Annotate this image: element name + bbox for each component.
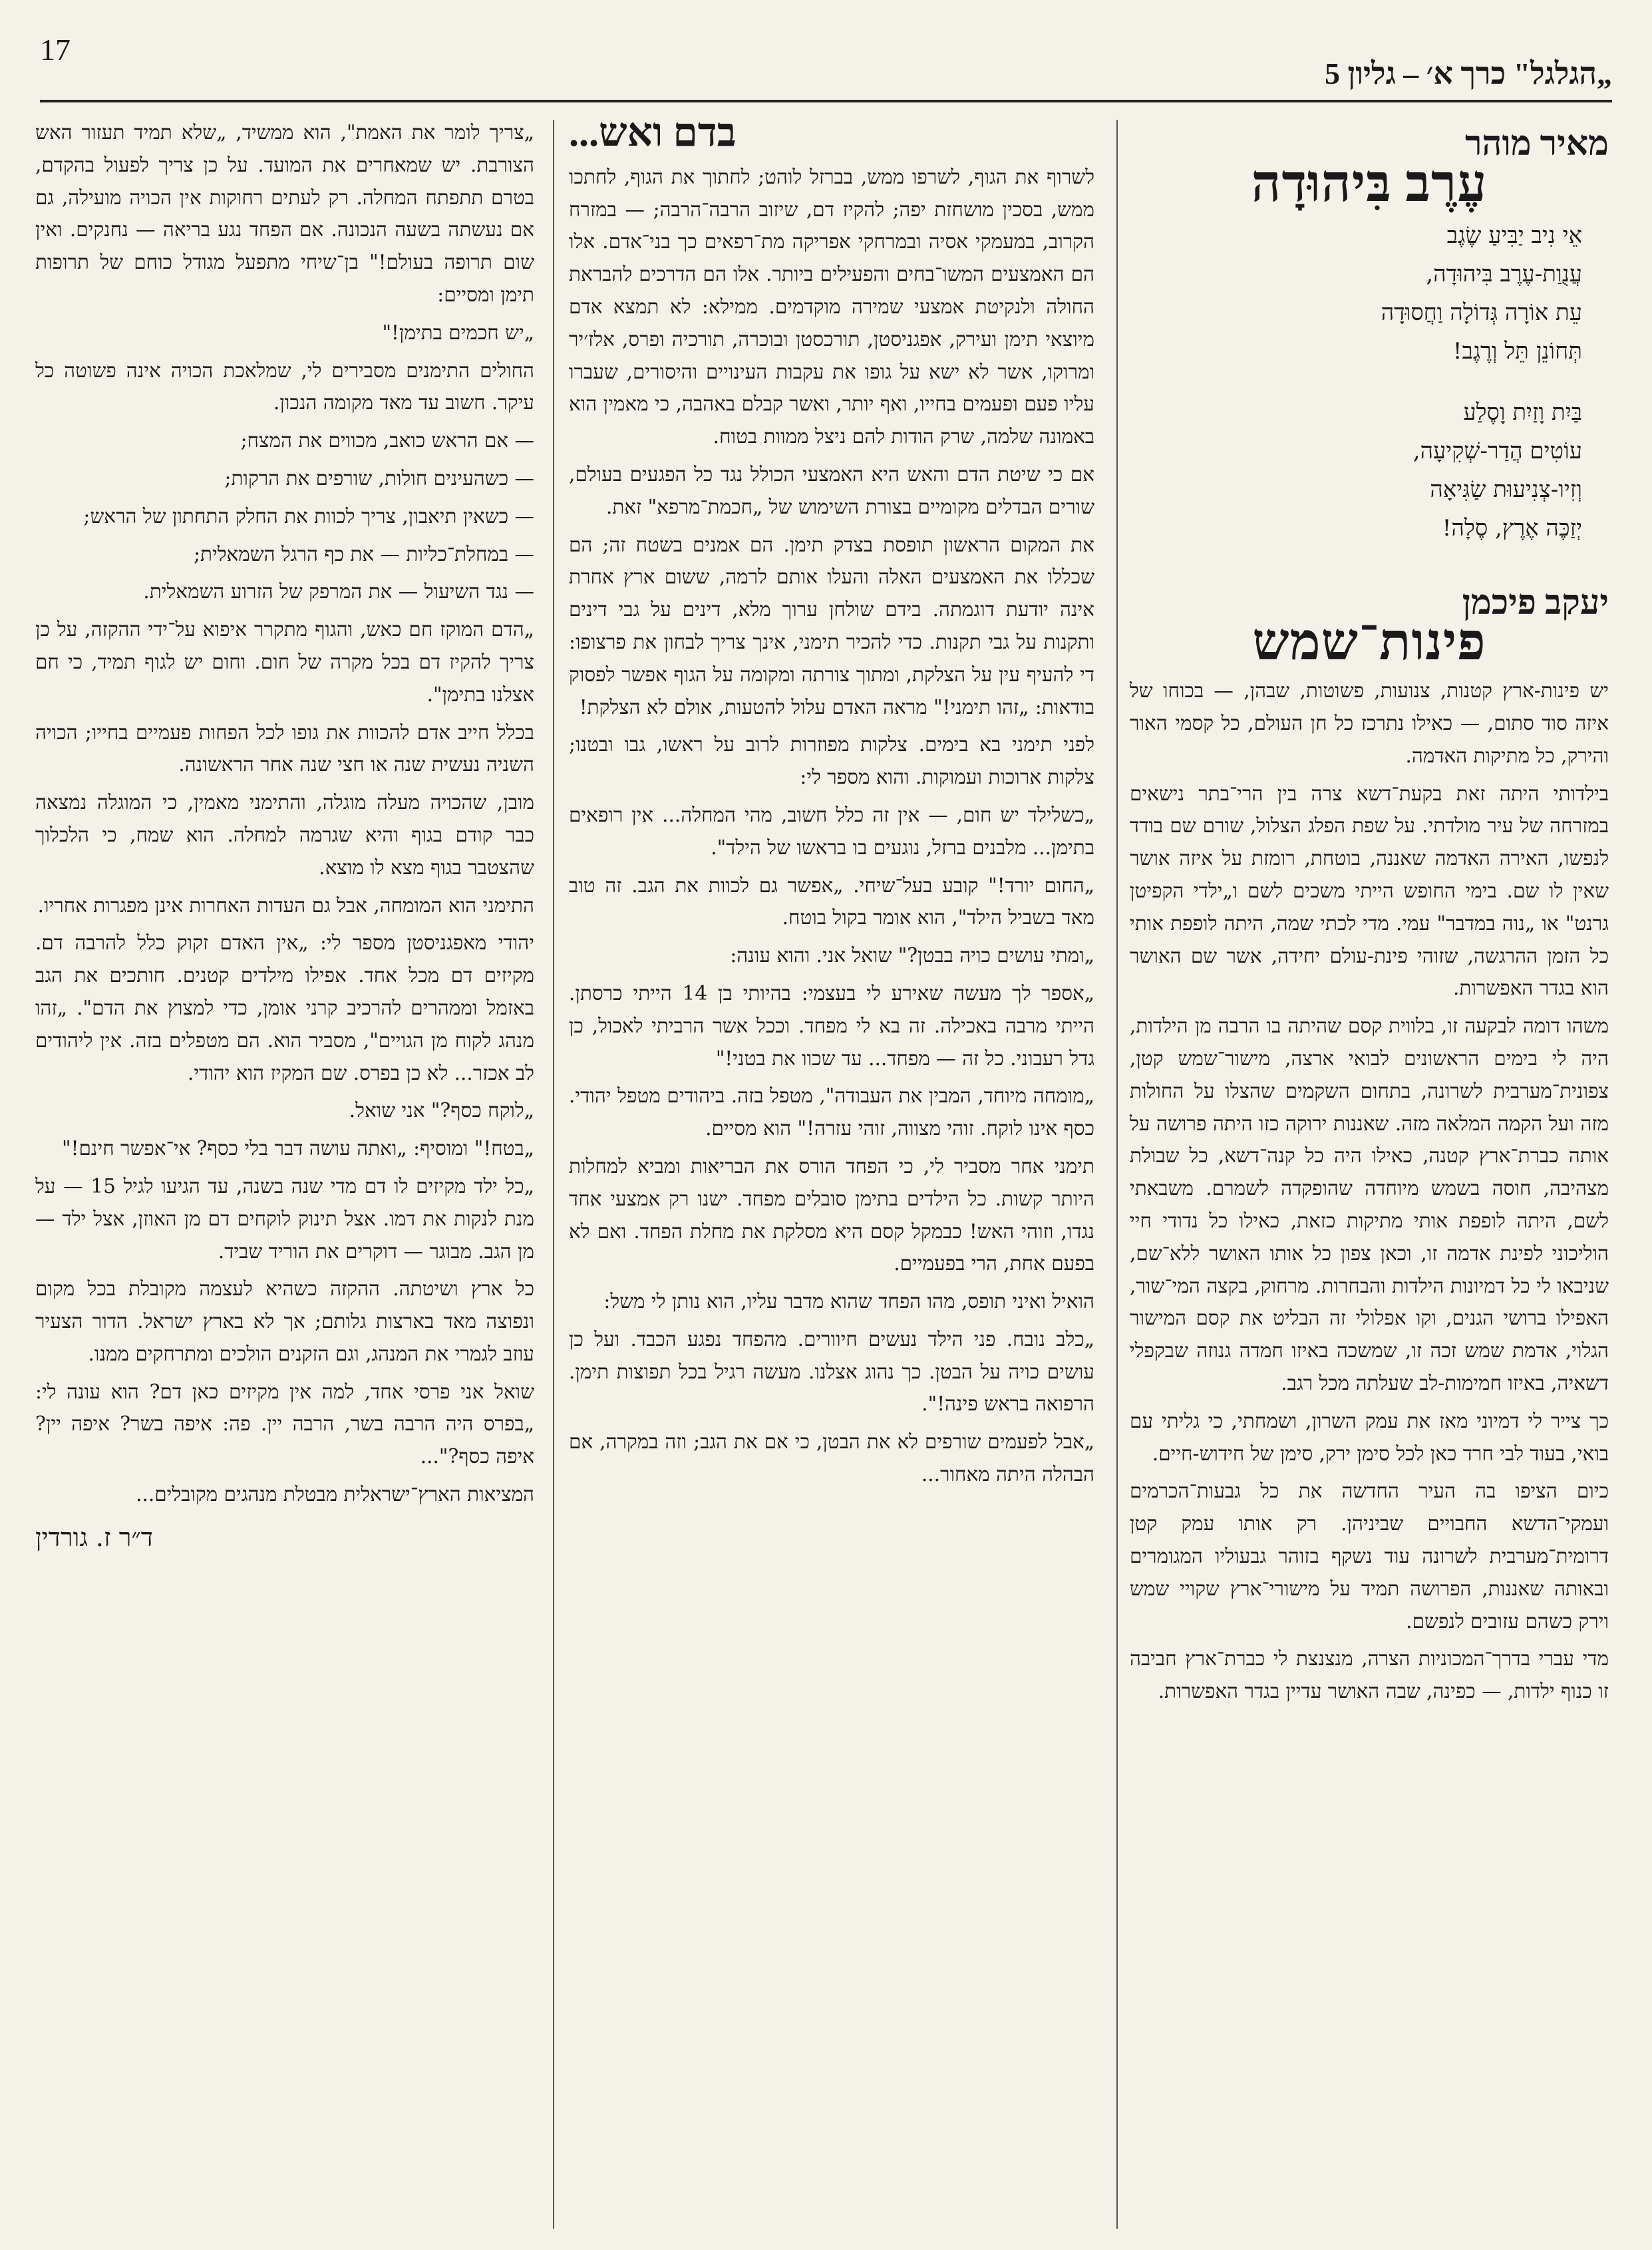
article-paragraph: בכלל חייב אדם להכוות את גופו לכל הפחות פעמיים בחייו; הכויה השניה נעשית שנה או חצי שנה אחר הראשונה. bbox=[35, 721, 534, 776]
article-paragraph: לשרוף את הגוף, לשרפו ממש, בברזל לוהט; לחתוך את הגוף, לחתכו ממש, בסכין מושחזת יפה; להקיז דם, שיזוב הרבה־הרבה; — במזרח הקרוב, במעמקי אסיה ובמרחקי אפריקה מת־רפאים כך בני־אדם. אלו הם האמצעים המשו־בחים והפעילים ביותר. אלו הם הדרכים להבראת החולה ולנקיטת אמצעי שמירה מוקדמים. ממילא: לא תמצא אדם מיוצאי תימן ועירק, אפגניסטן, תורכסטן ובוכרה, תורכיה ופרס, אלז׳יר ומרוקו, אשר לא ישא על גופו את עקבות העינויים והיסורים, שעברו עליו פעם ופעמים בחייו, ואף יותר, ואשר קבלם באהבה, כי מאמין הוא באמונה שלמה, שרק הודות להם ניצל ממוות בטוח. bbox=[569, 165, 1094, 448]
essay-paragraph: בילדותי היתה זאת בקעת־דשא צרה בין הרי־בתר נישאים במזרחה של עיר מולדתי. על שפת הפלג הצלול, שורם שם בודד לנפשו, האירה האדמה שאננה, בוטחת, רומזת על איזה אושר שאין לו שם. בימי החופש הייתי משכים לשם ו„ילדי הקפיטן גרנט" או „נוה במדבר" עמי. מדי לכתי שמה, היתה לופפת אותי כל הזמן ההרגשה, שזוהי פינת-עולם יחידה, אשר שם האושר הוא בגדר האפשרות. bbox=[1130, 782, 1609, 1000]
poem-line: יְזַכֶּה אֶרֶץ, סֶלָה! bbox=[1442, 514, 1582, 542]
article-paragraph: „לוקח כסף?" אני שואל. bbox=[349, 1099, 534, 1122]
article-paragraph: — אם הראש כואב, מכווים את המצח; bbox=[240, 429, 534, 452]
poem-title: עֶרֶב בִּיהוּדָה bbox=[1251, 154, 1488, 212]
right-column bbox=[1130, 116, 1609, 1713]
stanza-break bbox=[1130, 371, 1609, 393]
poem-line: וְזִיו-צְנִיעוּת שַׂגִּיאָה bbox=[1430, 476, 1582, 503]
article-paragraph: — כשהעינים חולות, שורפים את הרקות; bbox=[224, 466, 534, 490]
poem-line: עֲנֻוַת-עֶרֶב בִּיהוּדָה, bbox=[1426, 260, 1582, 287]
poem-line: בַּיִת וָזַיִת וָסֶלַע bbox=[1463, 399, 1582, 426]
essay-paragraph: יש פינות-ארץ קטנות, צנועות, פשוטות, שבהן, — בכוחו של איזה סוד סתום, — כאילו נתרכז כל חן העולם, כל קסמי האור והירק, כל מתיקות האדמה. bbox=[1130, 679, 1609, 767]
article-paragraph: „יש חכמים בתימן!" bbox=[382, 321, 534, 344]
middle-column bbox=[569, 110, 1094, 1496]
article-paragraph: — במחלת־כליות — את כף הרגל השמאלית; bbox=[194, 542, 534, 565]
page-number: 17 bbox=[40, 33, 71, 67]
article-paragraph: „החום יורד!" קובע בעל־שיחי. „אפשר גם לכוות את הגב. זה טוב מאד בשביל הילד", הוא אומר בקול בוטח. bbox=[569, 874, 1094, 929]
essay-author: יעקב פיכמן bbox=[1462, 583, 1609, 622]
article-paragraph: „בטח!" ומוסיף: „ואתה עושה דבר בלי כסף? אי־אפשר חינם!" bbox=[62, 1137, 534, 1160]
column-rule bbox=[553, 120, 554, 2229]
article-paragraph: אם כי שיטת הדם והאש היא האמצעי הכולל נגד כל הפגעים בעולם, שורים הבדלים מקומיים בצורת השימוש של „חכמת־מרפא" זאת. bbox=[569, 462, 1094, 518]
article-paragraph: מובן, שהכויה מעלה מוגלה, והתימני מאמין, כי המוגלה נמצאה כבר קודם בגוף והיא שגרמה למחלה. הוא שמח, כי הלכלוך שהצטבר בגוף מצא לו מוצא. bbox=[35, 791, 534, 879]
article-paragraph: „ומתי עושים כויה בבטן?" שואל אני. והוא עונה: bbox=[730, 944, 1094, 967]
article-paragraph: „כלב נובח. פני הילד נעשים חיוורים. מהפחד נפגע הכבד. ועל כן עושים כויה על הבטן. כך נהוג אצלנו. מעשה רגיל בכל תפוצות תימן. הרפואה בראש פינה!". bbox=[569, 1327, 1094, 1416]
article-paragraph: — נגד השיעול — את המרפק של הזרוע השמאלית. bbox=[143, 580, 534, 603]
article-paragraph: „כשלילד יש חום, — אין זה כלל חשוב, מהי המחלה... אין רופאים בתימן... מלבנים ברזל, נוגעים בו בראשו של הילד". bbox=[569, 803, 1094, 859]
running-header bbox=[40, 27, 1612, 102]
essay-paragraph: כך צייר לי דמיוני מאז את עמק השרון, ושמחתי, כי גליתי עם בואי, בעוד לבי חרד כאן לכל סימן ירק, סימן של חידוש-חיים. bbox=[1130, 1409, 1609, 1465]
article-signature: ד״ר ז. גורדין bbox=[35, 1522, 154, 1552]
essay-paragraph: משהו דומה לבקעה זו, בלווית קסם שהיתה בו הרבה מן הילדות, היה לי בימים הראשונים לבואי ארצה, מישור־שמש קטן, צפונית־מערבית לשרונה, בתחום השקמים שהצלו על החולות מזה ועל הקמה המלאה מזה. שאננות ירוקה כזו היתה פרושה על אותה כברת־ארץ קטנה, כאילו היה כל קנה־דשא, כל שבולת מצהיבה, חוסה בשמש מיוחדה שהופקדה לשמרם. משבאתי לשם, היתה לופפת אותי מתיקות כזאת, כאילו כל נדודי חיי הוליכוני לפינת אדמה זו, וכאן צפון כל אותו האושר ללא־שם, שניבאו לי כל דמיונות הילדות והבחרות. מרחוק, בקצה המי־שור, האפילו ברושי הגנים, וקו אפלולי זה הבליט את קסם המישור הגלוי, אדמת שמש זכה זו, שמשכה באיזו חמדה גנוזה שבקפלי דשאיה, באיזו חמימות-לב שעלתה מכל רגב. bbox=[1130, 1015, 1609, 1394]
article-paragraph: „צריך לומר את האמת", הוא ממשיד, „שלא תמיד תעזור האש הצורבת. יש שמאחרים את המועד. על כן צריך לפעול בהקדם, בטרם תתפתח המחלה. רק לעתים רחוקות אין הכויה מועילה, גם אם נעשתה בשעה הנכונה. אם הפחד נגע בריאה — נחנקים. ואין שום תרופה בעולם!" בן־שיחי מתפעל מגודל כוחם של תרופות תימן ומסיים: bbox=[35, 121, 534, 306]
article-paragraph: „אבל לפעמים שורפים לא את הבטן, כי אם את הגב; וזה במקרה, אם הבהלה היתה מאחור... bbox=[569, 1430, 1094, 1486]
article-paragraph: „הדם המוקז חם כאש, והגוף מתקרר איפוא על־ידי ההקזה, על כן צריך להקיז דם בכל מקרה של חום. וחום יש לגוף תמיד, כי חם אצלנו בתימן". bbox=[35, 618, 534, 706]
essay-paragraph: כיום הציפו בה העיר החדשה את כל גבעות־הכרמים ועמקי־הדשא החבויים שביניהן. רק אותו עמק קטן דרומית־מערבית לשרונה עוד נשקף בזוהר גבעוליו המגומרים ובאותה שאננות, הפרושה תמיד על מישורי־ארץ שקויי שמש וירק כשהם עזובים לנפשם. bbox=[1130, 1480, 1609, 1633]
article-paragraph: הואיל ואיני תופס, מהו הפחד שהוא מדבר עליו, הוא נותן לי משל: bbox=[603, 1290, 1094, 1313]
article-paragraph: התימני הוא המומחה, אבל גם העדות האחרות אינן מפגרות אחריו. bbox=[37, 893, 534, 917]
article-paragraph: כל ארץ ושיטתה. ההקזה כשהיא לעצמה מקובלת בכל מקום ונפוצה מאד בארצות גלותם; אך לא בארץ ישראל. הדור הצעיר עוזב לגמרי את המנהג, וגם הזקנים הולכים ומתרחקים ממנו. bbox=[35, 1277, 534, 1365]
article-paragraph: שואל אני פרסי אחד, למה אין מקיזים כאן דם? הוא עונה לי: „בפרס היה הרבה בשר, הרבה יין. פה: איפה בשר? איפה יין? איפה כסף?"... bbox=[35, 1380, 534, 1468]
article-paragraph: החולים התימנים מסבירים לי, שמלאכת הכויה אינה פשוטה כל עיקר. חשוב עד מאד מקומה הנכון. bbox=[35, 359, 534, 414]
poem-line: עֵת אוֹרָה גְּדוֹלָה וַחֲסוּדָה bbox=[1381, 299, 1582, 326]
issue-title: „הגלגל" כרך א׳ – גליון 5 bbox=[1325, 57, 1612, 90]
article-paragraph: תימני אחר מסביר לי, כי הפחד הורס את הבריאות ומביא למחלות היותר קשות. כל הילדים בתימן סובלים מפחד. ישנו רק אמצעי אחד נגדו, וזוהי האש! כבמקל קסם היא מסלקת את מחלת הפחד. ואם לא בפעם אחת, הרי בפעמיים. bbox=[569, 1154, 1094, 1275]
essay-paragraph: מדי עברי בדרך־המכוניות הצרה, מנצנצת לי כברת־ארץ חביבה זו כנוף ילדות, — כפינה, שבה האושר עדיין בגדר האפשרות. bbox=[1130, 1647, 1609, 1703]
article-paragraph: יהודי מאפגניסטן מספר לי: „אין האדם זקוק כלל להרבה דם. מקיזים דם מכל אחד. אפילו מילדים קטנים. חותכים את הגב באזמל וממהרים להרכיב קרני אומן, כדי למצוץ את הדם". „זהו מנהג לקוח מן הגויים", מסביר הוא. הם מטפלים בזה. אין ליהודים לב אכזר... לא כן בפרס. שם המקיז הוא יהודי. bbox=[35, 931, 534, 1084]
poem-line: עוֹטִים הֲדַר-שְׁקִיעָה, bbox=[1412, 437, 1582, 464]
poem-body bbox=[1130, 216, 1609, 548]
article-paragraph: „מומחה מיוחד, המבין את העבודה", מטפל בזה. ביהודים מטפל יהודי. כסף אינו לוקח. זוהי מצווה, זוהי עזרה!" הוא מסיים. bbox=[569, 1084, 1094, 1140]
column-rule bbox=[1116, 120, 1118, 2229]
article-paragraph: המציאות הארץ־ישראלית מבטלת מנהגים מקובלים... bbox=[136, 1483, 534, 1506]
article-paragraph: „כל ילד מקיזים לו דם מדי שנה בשנה, עד הגיעו לגיל 15 — על מנת לנקות את דמו. אצל תינוק לוקחים דם מן האוזן, אצל ילד — מן הגב. מבוגר — דוקרים את הוריד שביד. bbox=[35, 1174, 535, 1263]
poem-author: מאיר מוהר bbox=[1465, 125, 1609, 163]
poem-line: תְּחוֹנֵן תֵּל וְרֶגֶב! bbox=[1452, 337, 1582, 365]
article-title: בדם ואש... bbox=[569, 110, 737, 154]
article-paragraph: לפני תימני בא בימים. צלקות מפוזרות לרוב על ראשו, גבו ובטנו; צלקות ארוכות ועמוקות. והוא מספר לי: bbox=[569, 733, 1094, 789]
article-paragraph: „אספר לך מעשה שאירע לי בעצמי: בהיותי בן 14 הייתי כרסתן. הייתי מרבה באכילה. זה בא לי מפחד. וככל אשר הרביתי לאכול, כן גדל רעבוני. כל זה — מפחד... עד שכוו את בטני!" bbox=[569, 981, 1094, 1070]
article-paragraph: את המקום הראשון תופסת בצדק תימן. הם אמנים בשטח זה; הם שכללו את האמצעים האלה והעלו אותם לרמה, ששום ארץ אחרת אינה יודעת דוגמתה. בידם שולחן ערוך מלא, דינים על גבי דינים ותקנות על גבי תקנות. כדי להכיר תימני, אינך צריך לבחון את פרצופו: די להעיף עין על הצלקת, ומתוך צורתה ומקומה על הגוף אפשר לפסוק בודאות: „זהו תימני!" מראה האדם עלול להטעות, אולם לא הצלקת! bbox=[569, 533, 1094, 719]
poem-line: אֵי נִיב יַבִּיעַ שֶׂגֶב bbox=[1446, 222, 1582, 249]
article-paragraph: — כשאין תיאבון, צריך לכוות את החלק התחתון של הראש; bbox=[83, 504, 534, 528]
left-column bbox=[35, 116, 534, 1554]
essay-title: פינות־שמש bbox=[1252, 613, 1486, 671]
